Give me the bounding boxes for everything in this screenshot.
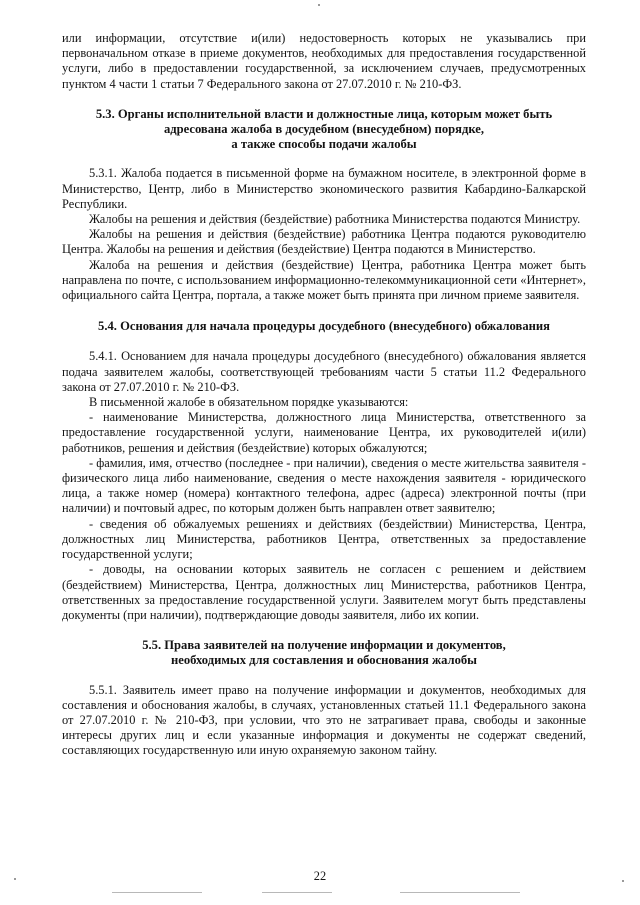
section-5-5-heading-line2: необходимых для составления и обоснования жалобы [170,653,478,668]
section-5-5-heading-line1: 5.5. Права заявителей на получение информации и документов, [142,638,506,653]
page-number: 22 [313,869,327,883]
section-5-4-heading: 5.4. Основания для начала процедуры досудебного (внесудебного) обжалования [98,319,550,334]
scan-edge-mark [400,892,520,893]
section-5-5-heading [62,638,586,668]
section-5-3-heading-line2: адресована жалоба в досудебном (внесудебном) порядке, [163,122,485,137]
section-5-4-list-item: - доводы, на основании которых заявитель не согласен с решением и действием (бездействием) Министерства, Центра, должностных лиц Министерства, работников Центра, ответственных за предоставление государственной услуги. Заявителем могут быть представлены документы (при наличии), подтверждающие доводы заявителя, либо их копии. [62,562,586,622]
section-5-3-heading-line3: а также способы подачи жалобы [231,137,417,152]
scan-artifact [14,878,16,880]
intro-paragraph: или информации, отсутствие и(или) недостоверность которых не указывались при первоначальном отказе в приеме документов, необходимых для предоставления государственной услуги, либо в предоставлении государственной, за исключением случаев, предусмотренных пунктом 4 части 1 статьи 7 Федерального закона от 27.07.2010 г. № 210-ФЗ. [62,31,586,91]
section-5-5-paragraph: 5.5.1. Заявитель имеет право на получение информации и документов, необходимых для составления и обоснования жалобы, в случаях, установленных статьей 11.1 Федерального закона от 27.07.2010 г. № 210-ФЗ, при условии, что это не затрагивает права, свободы и законные интересы других лиц и если указанные информация и документы не содержат сведений, составляющих государственную или иную охраняемую законом тайну. [62,682,586,758]
section-5-3-heading-line1: 5.3. Органы исполнительной власти и должностные лица, которым может быть [95,106,553,121]
scan-artifact [622,880,624,882]
section-5-3-paragraph: Жалобы на решения и действия (бездействие) работника Центра подаются руководителю Центра. Жалобы на решения и действия (бездействие) Центра подаются в Министерство. [62,227,586,257]
section-5-3-paragraph: 5.3.1. Жалоба подается в письменной форме на бумажном носителе, в электронной форме в Министерство, Центр, либо в Министерство экономического развития Кабардино-Балкарской Республики. [62,166,586,211]
scan-edge-mark [262,892,332,893]
document-body [62,31,586,759]
section-5-4-paragraph: 5.4.1. Основанием для начала процедуры досудебного (внесудебного) обжалования является подача заявителем жалобы, соответствующей требованиям части 5 статьи 11.2 Федерального закона от 27.07.2010 г. № 210-ФЗ. [62,349,586,394]
section-5-4-paragraph: В письменной жалобе в обязательном порядке указываются: [89,395,409,410]
section-5-4-list-item: - фамилия, имя, отчество (последнее - при наличии), сведения о месте жительства заявителя - физического лица либо наименование, сведения о месте нахождения заявителя - юридического лица, а также номер (номера) контактного телефона, адрес (адреса) электронной почты (при наличии) и почтовый адрес, по которым должен быть направлен ответ заявителю; [62,455,586,516]
scan-artifact [318,4,320,6]
section-5-3-paragraph: Жалоба на решения и действия (бездействие) Центра, работника Центра может быть направлена по почте, с использованием информационно-телекоммуникационной сети «Интернет», официального сайта Центра, портала, а также может быть принята при личном приеме заявителя. [62,257,586,303]
section-5-4-list-item: - наименование Министерства, должностного лица Министерства, ответственного за предоставление государственной услуги, наименование Центра, их руководителей и(или) работников, решения и действия (бездействие) которых обжалуются; [62,410,586,455]
section-5-3-heading [62,107,586,153]
section-5-4-list-item: - сведения об обжалуемых решениях и действиях (бездействии) Министерства, Центра, должностных лиц Министерства, работников Центра, ответственных за предоставление государственной услуги; [62,516,586,562]
section-5-3-paragraph: Жалобы на решения и действия (бездействие) работника Министерства подаются Министру. [89,212,581,227]
scan-edge-mark [112,892,202,893]
